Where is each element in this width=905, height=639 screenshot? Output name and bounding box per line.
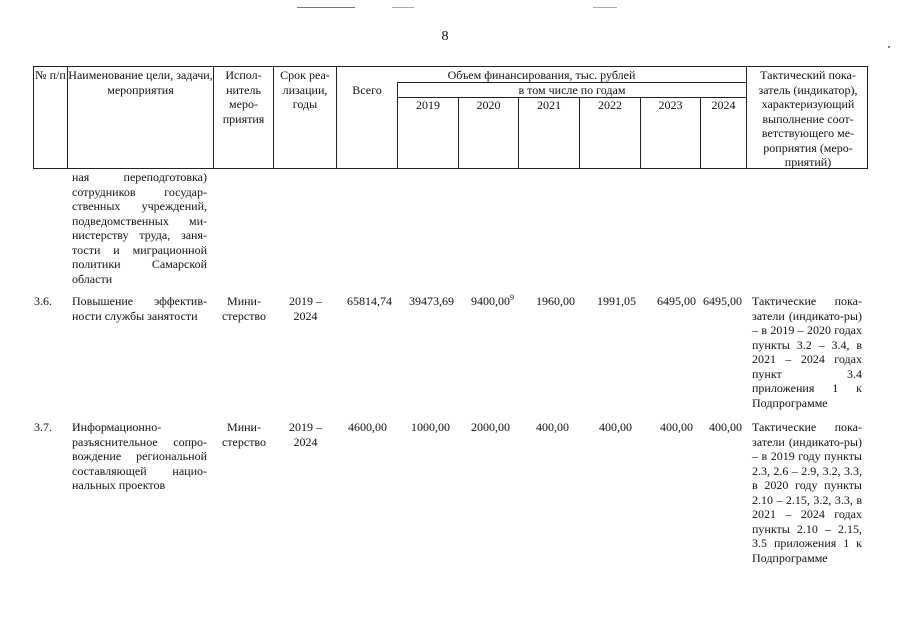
row-2019: 39473,69 <box>409 294 454 308</box>
row-executor: Мини-стерство <box>221 294 267 323</box>
header-executor: Испол-нитель меро-приятия <box>222 68 265 126</box>
row-number: 3.6. <box>34 294 52 308</box>
continuation-name: ная переподготовка) сотрудников государ-ственных учреждений, подведомственных ми-нистерству труда, заня-тости и миграционной политики Самарской области <box>72 170 207 286</box>
row-2019: 1000,00 <box>411 420 450 434</box>
header-year: 2024 <box>711 98 736 112</box>
header-year: 2023 <box>658 98 683 112</box>
row-2020: 2000,00 <box>471 420 510 434</box>
header-term: Срок реа-лизации, годы <box>280 68 330 111</box>
row-term: 2019 – 2024 <box>289 420 322 449</box>
row-name: Информационно-разъяснительное сопро-вождение региональной составляющей нацио-нальных проектов <box>72 420 207 492</box>
header-financing: Объем финансирования, тыс. рублей <box>447 68 636 82</box>
row-2024: 6495,00 <box>703 294 742 308</box>
header-year: 2022 <box>598 98 622 112</box>
header-name: Наименование цели, задачи, мероприятия <box>68 68 213 97</box>
row-indicator: Тактические пока-затели (индикато-ры) – в 2019 году пункты 2.3, 2.6 – 2.9, 3.2, 3.3, в 2020 году пункты 2.10 – 2.15, 3.2, 3.3, в 2021 – 2024 годах пункты 2.10 – 2.15, 3.5 приложения 1 к Подпрограмме <box>752 420 862 565</box>
row-number: 3.7. <box>34 420 52 434</box>
scan-artifact-line <box>297 7 355 8</box>
scan-artifact-line <box>392 7 414 8</box>
row-2020: 9400,00$^9$ <box>471 293 514 308</box>
row-2023: 400,00 <box>660 420 693 434</box>
header-by-year: в том числе по годам <box>518 83 626 97</box>
header-total: Всего <box>352 83 382 97</box>
row-2022: 400,00 <box>599 420 632 434</box>
row-2021: 400,00 <box>536 420 569 434</box>
scan-artifact-line <box>593 7 617 8</box>
row-2021: 1960,00 <box>536 294 575 308</box>
row-2023: 6495,00 <box>657 294 696 308</box>
row-2024: 400,00 <box>709 420 742 434</box>
header-indicator: Тактический пока-затель (индикатор), характеризующий выполнение соот-ветствующего ме-роприятия (меро-приятий) <box>758 68 858 169</box>
row-indicator: Тактические пока-затели (индикато-ры) – в 2019 – 2020 годах пункты 3.2 – 3.4, в 2021 – 2024 годах пункт 3.4 приложения 1 к Подпрограмме <box>752 294 862 410</box>
row-name: Повышение эффектив-ности службы занятости <box>72 294 207 323</box>
footnote-mark: 9 <box>510 293 514 302</box>
scan-artifact-dot <box>888 46 890 48</box>
header-year: 2021 <box>537 98 561 112</box>
row-total: 65814,74 <box>347 294 392 308</box>
header-year: 2019 <box>416 98 440 112</box>
row-executor: Мини-стерство <box>221 420 267 449</box>
header-year: 2020 <box>476 98 501 112</box>
row-total: 4600,00 <box>348 420 387 434</box>
header-num: № п/п <box>35 68 66 82</box>
row-term: 2019 – 2024 <box>289 294 322 323</box>
row-2022: 1991,05 <box>597 294 636 308</box>
page-number: 8 <box>441 29 449 44</box>
